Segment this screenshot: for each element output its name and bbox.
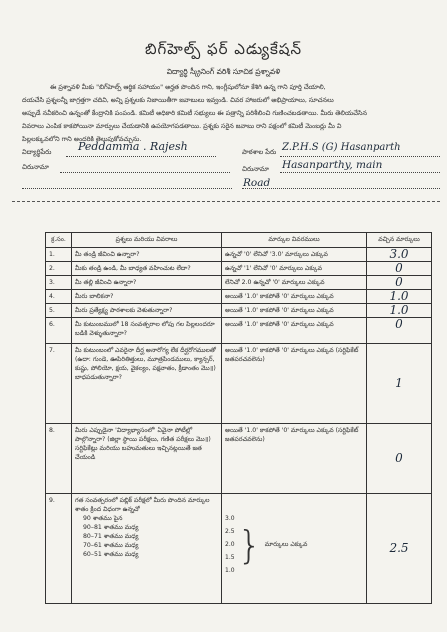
scale-note: మార్కులు ఎక్కువ: [264, 541, 308, 548]
address-value[interactable]: Hasanparthy, main: [282, 159, 383, 171]
instructions-line: పిల్లలక్కువలోని గాని అందరికి తెలుపుకోవచ్చును.: [22, 135, 142, 143]
row-score[interactable]: 0: [367, 424, 432, 494]
band-item: 60–51 శాతము మధ్య: [83, 551, 139, 558]
row-question: మీ కుటుంబంలో ఎవరైనా దీర్ఘ అనారోగ్య లేక దీర్ఘరోగములతో (ఉదా: గుండె, ఊపిరితిత్తులు, మూత్రపిండములు, క్యాన్సర్, కుష్టు, పోలియో, క్షయ, వైకల్యం, పక్షవాతం, క్రీడాంతం మొ॥) బాధపడుతున్నారా?: [72, 344, 222, 424]
row-marks: లేనిచో 2.0 ఉన్నచో '0' మార్కులు ఎక్కువ: [222, 276, 367, 290]
row-serial: 6.: [46, 318, 72, 344]
school-name-label: పాఠశాల పేరు: [242, 148, 277, 156]
cut-line-divider: [12, 201, 440, 202]
instructions-paragraph: [22, 81, 432, 146]
table-row: [46, 248, 432, 262]
form-subtitle: విద్యార్థి స్క్రీనింగ్ వరిశీ సూచిక ప్రశ్నావళి: [166, 67, 281, 76]
row-score[interactable]: 1: [367, 344, 432, 424]
row-score[interactable]: 1.0: [367, 304, 432, 318]
row-serial: 5.: [46, 304, 72, 318]
row-marks: అయితే '1.0' కాకపోతే '0' మార్కులు ఎక్కువ: [222, 290, 367, 304]
row-score[interactable]: 0: [367, 276, 432, 290]
band-item: 70–61 శాతము మధ్య: [83, 542, 139, 549]
table-row: [46, 290, 432, 304]
table-row: [46, 262, 432, 276]
scale-value: 1.5: [225, 554, 235, 561]
table-row: [46, 304, 432, 318]
row-question: మీరు బాలికనా?: [72, 290, 222, 304]
student-name-label: విద్యార్థిపేరు: [22, 148, 52, 156]
row-question: మీకు తండ్రి ఉండి, మీ బాధ్యత వహించుట లేదా?: [72, 262, 222, 276]
table-row: [46, 276, 432, 290]
address-right-underline: [280, 172, 440, 173]
school-name-underline: [280, 156, 440, 157]
row-score[interactable]: 1.0: [367, 290, 432, 304]
row-question: మీ తల్లి జీవించి ఉన్నారా?: [72, 276, 222, 290]
row-question: మీ తండ్రి జీవించి ఉన్నారా?: [72, 248, 222, 262]
scale-value: 1.0: [225, 567, 235, 574]
band-item: 80–71 శాతము మధ్య: [83, 533, 139, 540]
address-right-underline-2: [242, 188, 440, 189]
row-score[interactable]: 2.5: [367, 494, 432, 604]
row-serial: 7.: [46, 344, 72, 424]
row-question: మీరు ఎప్పుడైనా 'విద్యాభ్యాసంలో' ఏవైనా పోటీల్లో పాల్గొన్నారా? (జిల్లా స్థాయి పరీక్షలు, గణిత పరీక్షలు మొ॥) సర్టిఫికేట్లు మరియు బహుమతులు ఇచ్చినట్లయితే జత చేయండి: [72, 424, 222, 494]
row-question: గత సంవత్సరంలో పబ్లిక్ పరీక్షలో మీరు పొందిన మార్కుల శాతం క్రింద విధంగా ఉన్నచో: [75, 497, 210, 513]
row-serial: 4.: [46, 290, 72, 304]
row-score[interactable]: 0: [367, 262, 432, 276]
row-serial: 9.: [46, 494, 72, 604]
row-question-percentage: [72, 494, 222, 604]
row-marks: అయితే '1.0' కాకపోతే '0' మార్కులు ఎక్కువ: [222, 304, 367, 318]
band-item: 90–81 శాతము మధ్య: [83, 524, 139, 531]
header-marks-details: మార్కుల వివరములు: [222, 233, 367, 248]
row-question: మీ కుటుంబములో 18 సంవత్సరాల లోపు గల పిల్లలందరూ బడికి వెళ్ళుతున్నారా?: [72, 318, 222, 344]
instructions-line: ఈ ప్రశ్నావళి మీకు "బిగ్‌హెల్ప్ ఆర్థిక సహాయం" అర్హత పొందిన గాని, ఇంగ్లీషులోనూ కేశిగి ఉన్న గాని పూర్తి చేయాలి,: [50, 83, 326, 91]
table-row: [46, 318, 432, 344]
table-row: [46, 344, 432, 424]
scale-value: 2.5: [225, 528, 235, 535]
header-marks-obtained: వచ్చిన మార్కులు: [367, 233, 432, 248]
marks-scale: [225, 512, 363, 577]
screening-table: [45, 232, 432, 604]
instructions-line: దయచేసి ప్రశ్నలన్నీ జాగ్రత్తగా చదివి, అన్ని ప్రశ్నలకు నిజాయితీగా జవాబులు ఇవ్వండి. చివర హాజరులో అభిప్రాయాలు, సూచనలు: [22, 96, 334, 104]
header-serial: క్ర.సం.: [46, 233, 72, 248]
student-name-underline: [66, 156, 216, 157]
row-question: మీరు ప్రత్యేక్ష్య పాఠశాలకు వెళుతున్నారా?: [72, 304, 222, 318]
row-score[interactable]: 3.0: [367, 248, 432, 262]
instructions-line: వివరాలు ఎంపిక కాకపోయినా మార్పులు చేయడానికి ఉపయోగపడతాయి. ప్రశ్నకు సరైన జవాబు రాని పక్షంలో కమిటీ మెంబర్లు మీ వి: [22, 122, 342, 130]
band-item: 90 శాతము పైన: [83, 515, 123, 522]
row-marks: ఉన్నచో '0' లేనిచో '3.0' మార్కులు ఎక్కువ: [222, 248, 367, 262]
address-label-right: చిరునామా: [242, 165, 269, 173]
row-marks: ఉన్నచో '1' లేనిచో '0' మార్కులు ఎక్కువ: [222, 262, 367, 276]
scale-value: 2.0: [225, 541, 235, 548]
row-score[interactable]: 0: [367, 318, 432, 344]
address-underline: [60, 172, 230, 173]
row-serial: 8.: [46, 424, 72, 494]
row-marks: అయితే '1.0' కాకపోతే '0' మార్కులు ఎక్కువ (సర్టిఫికేట్ జతపరచవలెను): [222, 344, 367, 424]
student-name-value[interactable]: Peddamma . Rajesh: [78, 140, 188, 153]
address-underline-2: [22, 188, 232, 189]
address-label: చిరునామా: [22, 163, 49, 171]
row-serial: 3.: [46, 276, 72, 290]
form-title: బిగ్‌హెల్ప్ ఫర్ ఎడ్యుకేషన్: [144, 40, 303, 58]
table-row: [46, 494, 432, 604]
row-marks: అయితే '1.0' కాకపోతే '0' మార్కులు ఎక్కువ (సర్టిఫికేట్ జతపరచవలెను): [222, 424, 367, 494]
scale-value: 3.0: [225, 515, 235, 522]
row-serial: 1.: [46, 248, 72, 262]
table-header-row: [46, 233, 432, 248]
table-row: [46, 424, 432, 494]
header-question: ప్రశ్నలు మరియు వివరాలు: [72, 233, 222, 248]
address-value-continued[interactable]: Road: [243, 177, 271, 189]
instructions-line: అప్పుడే నవీకరించి ఉన్నంతో కేంద్రానికి పంపండి. కమిటీ అధికారి కమిటీ సభ్యులు ఈ పత్రాన్ని పరిశీలించి గుణించబడతాయి. మీరు తెలియచేసిన: [22, 109, 367, 117]
scale-values: [225, 512, 235, 577]
row-marks-scale: [222, 494, 367, 604]
school-name-value[interactable]: Z.P.H.S (G) Hasanparth: [282, 142, 401, 153]
curly-brace-icon: }: [237, 522, 262, 567]
row-serial: 2.: [46, 262, 72, 276]
row-marks: అయితే '1.0' కాకపోతే '0' మార్కులు ఎక్కువ: [222, 318, 367, 344]
